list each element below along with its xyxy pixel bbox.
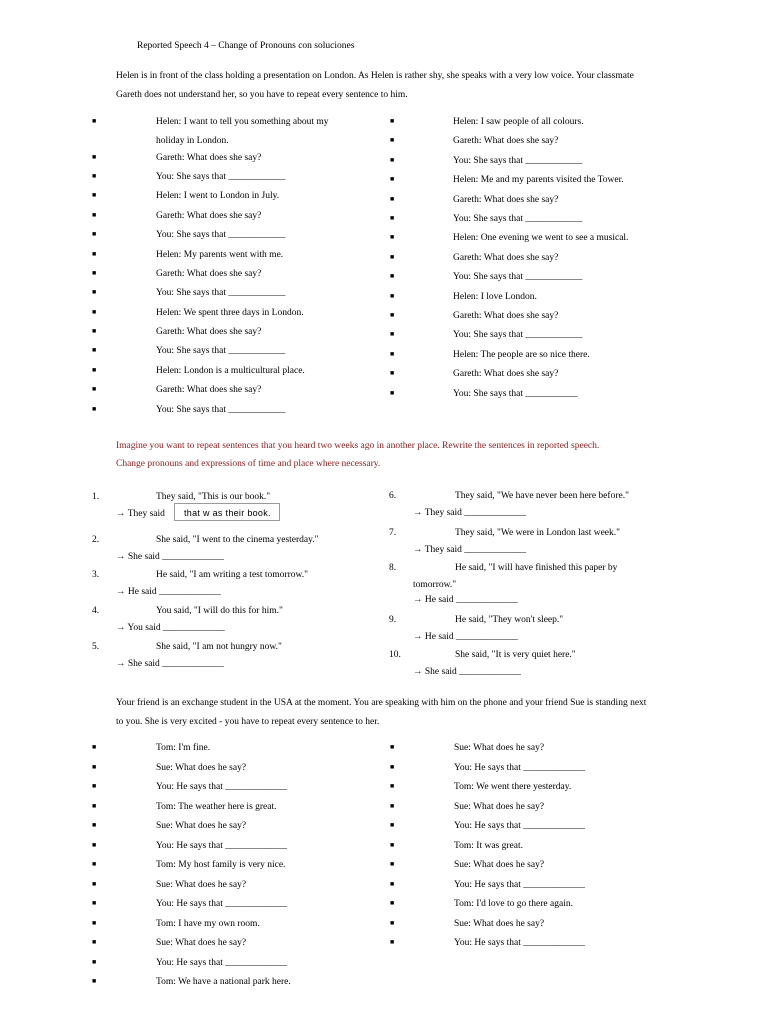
answer-line: → They said _____________ (413, 508, 527, 518)
bullet-icon: ■ (92, 327, 97, 335)
bullet-icon: ■ (390, 155, 395, 164)
bullet-icon: ■ (390, 117, 395, 125)
answer-line: → She said _____________ (116, 659, 224, 669)
bullet-icon: ■ (92, 211, 97, 219)
bullet-icon: ■ (390, 136, 395, 145)
bullet-icon: ■ (92, 879, 97, 888)
dialogue-line: You: He says that _____________ (156, 957, 287, 968)
dialogue-line: You: He says that _____________ (454, 879, 585, 890)
dialogue-line: You: He says that _____________ (454, 821, 585, 831)
bullet-icon: ■ (390, 311, 395, 319)
dialogue-line: You: He says that _____________ (156, 782, 287, 792)
dialogue-line: You: She says that ____________ (156, 172, 286, 182)
dialogue-line: holiday in London. (156, 136, 229, 146)
dialogue-line: Tom: It was great. (454, 840, 523, 851)
answer-line: → She said _____________ (413, 667, 521, 677)
dialogue-line: Helen: The people are so nice there. (453, 349, 590, 360)
exercise-number: 2. (92, 535, 100, 545)
bullet-icon: ■ (390, 233, 395, 242)
dialogue-line: Gareth: What does she say? (453, 194, 559, 205)
bullet-icon: ■ (92, 385, 97, 393)
bullet-icon: ■ (390, 879, 395, 888)
bullet-icon: ■ (390, 194, 395, 203)
dialogue-line: Helen: One evening we went to see a musical. (453, 233, 629, 244)
section2-instruction-2: Change pronouns and expressions of time and place where necessary. (116, 459, 381, 469)
bullet-icon: ■ (390, 860, 395, 868)
exercise-quote: He said, "I will have finished this paper by (455, 563, 618, 573)
dialogue-line: You: She says that ____________ (453, 330, 583, 341)
bullet-icon: ■ (92, 308, 97, 316)
bullet-icon: ■ (390, 918, 395, 927)
dialogue-line: Tom: We went there yesterday. (454, 782, 572, 792)
dialogue-line: Sue: What does he say? (156, 879, 247, 890)
dialogue-line: Helen: I saw people of all colours. (453, 117, 584, 127)
exercise-number: 3. (92, 570, 100, 580)
exercise-number: 10. (389, 650, 401, 660)
dialogue-line: Sue: What does he say? (454, 860, 545, 870)
dialogue-line: You: She says that ____________ (453, 155, 583, 166)
dialogue-line: Gareth: What does she say? (156, 153, 262, 163)
answer-line: → They said (116, 509, 165, 519)
bullet-icon: ■ (92, 743, 97, 751)
bullet-icon: ■ (92, 840, 97, 849)
bullet-icon: ■ (92, 405, 97, 413)
exercise-quote: She said, "It is very quiet here." (455, 650, 576, 660)
exercise-quote-continued: tomorrow." (413, 580, 457, 590)
dialogue-line: Helen: We spent three days in London. (156, 308, 304, 318)
dialogue-line: Helen: My parents went with me. (156, 250, 284, 260)
dialogue-line: Helen: I want to tell you something about my (156, 117, 329, 127)
exercise-number: 1. (92, 492, 100, 502)
bullet-icon: ■ (390, 801, 395, 810)
bullet-icon: ■ (92, 250, 97, 258)
exercise-quote: They said, "We have never been here before." (455, 491, 629, 501)
answer-line: → He said _____________ (413, 632, 518, 642)
answer-line: → He said _____________ (116, 587, 221, 597)
bullet-icon: ■ (92, 918, 97, 927)
bullet-icon: ■ (92, 782, 97, 790)
dialogue-line: Sue: What does he say? (156, 938, 247, 948)
dialogue-line: Helen: I went to London in July. (156, 191, 280, 201)
bullet-icon: ■ (92, 938, 97, 946)
exercise-number: 7. (389, 528, 397, 538)
exercise-number: 9. (389, 615, 397, 625)
exercise-quote: They said, "We were in London last week." (455, 528, 621, 538)
answer-input-box[interactable]: that w as their book. (174, 503, 280, 521)
exercise-number: 4. (92, 606, 100, 616)
section2-instruction-1: Imagine you want to repeat sentences that you heard two weeks ago in another place. Rewrite the sentences in reported speech. (116, 441, 600, 451)
bullet-icon: ■ (92, 191, 97, 199)
bullet-icon: ■ (92, 899, 97, 907)
dialogue-line: Gareth: What does she say? (156, 211, 262, 221)
dialogue-line: Helen: London is a multicultural place. (156, 366, 305, 376)
dialogue-line: Tom: I have my own room. (156, 918, 260, 929)
bullet-icon: ■ (390, 252, 395, 261)
dialogue-line: You: She says that ____________ (453, 214, 583, 224)
bullet-icon: ■ (92, 230, 97, 238)
dialogue-line: Sue: What does he say? (156, 762, 247, 773)
bullet-icon: ■ (92, 288, 97, 296)
dialogue-line: Sue: What does he say? (156, 821, 247, 831)
section3-intro: Your friend is an exchange student in the USA at the moment. You are speaking with him on the phone and your friend Sue is standing next to you. She is very excited - you have to repeat every sentence to her. (116, 698, 647, 727)
dialogue-line: You: She says that ____________ (156, 288, 286, 298)
dialogue-line: Tom: I'd love to go there again. (454, 899, 573, 909)
bullet-icon: ■ (390, 388, 395, 397)
dialogue-line: Gareth: What does she say? (156, 327, 262, 337)
answer-line: → You said _____________ (116, 623, 225, 633)
bullet-icon: ■ (390, 899, 395, 907)
exercise-quote: She said, "I went to the cinema yesterday." (156, 535, 319, 545)
bullet-icon: ■ (92, 860, 97, 868)
dialogue-line: You: She says that ___________ (453, 388, 578, 399)
bullet-icon: ■ (390, 291, 395, 300)
dialogue-line: You: He says that _____________ (156, 840, 287, 851)
bullet-icon: ■ (390, 369, 395, 378)
bullet-icon: ■ (390, 821, 395, 829)
page-title: Reported Speech 4 – Change of Pronouns con soluciones (137, 41, 355, 51)
bullet-icon: ■ (92, 801, 97, 810)
dialogue-line: You: He says that _____________ (454, 938, 585, 948)
bullet-icon: ■ (92, 269, 97, 277)
bullet-icon: ■ (390, 330, 395, 339)
bullet-icon: ■ (92, 346, 97, 354)
dialogue-line: You: She says that ____________ (156, 405, 286, 415)
dialogue-line: You: He says that _____________ (156, 899, 287, 909)
dialogue-line: Gareth: What does she say? (453, 252, 559, 263)
dialogue-line: Gareth: What does she say? (156, 385, 262, 395)
bullet-icon: ■ (92, 762, 97, 771)
bullet-icon: ■ (92, 153, 97, 161)
section1-intro: Helen is in front of the class holding a presentation on London. As Helen is rather shy, she speaks with a very low voice. Your classmate Gareth does not understand her, so you have to repeat every sentence to him. (116, 71, 634, 100)
bullet-icon: ■ (390, 782, 395, 790)
dialogue-line: Tom: My host family is very nice. (156, 860, 286, 870)
dialogue-line: Tom: We have a national park here. (156, 977, 291, 987)
dialogue-line: Helen: Me and my parents visited the Tower. (453, 175, 624, 186)
bullet-icon: ■ (92, 977, 97, 985)
dialogue-line: You: She says that ____________ (156, 346, 286, 356)
bullet-icon: ■ (390, 938, 395, 946)
exercise-number: 5. (92, 642, 100, 652)
bullet-icon: ■ (390, 743, 395, 751)
exercise-quote: He said, "I am writing a test tomorrow." (156, 570, 308, 580)
dialogue-line: Gareth: What does she say? (453, 311, 559, 321)
bullet-icon: ■ (390, 762, 395, 771)
bullet-icon: ■ (92, 821, 97, 829)
bullet-icon: ■ (92, 957, 97, 966)
bullet-icon: ■ (390, 349, 395, 358)
bullet-icon: ■ (92, 366, 97, 374)
bullet-icon: ■ (390, 175, 395, 184)
dialogue-line: You: She says that ____________ (156, 230, 286, 240)
dialogue-line: Tom: The weather here is great. (156, 801, 277, 812)
dialogue-line: Tom: I'm fine. (156, 743, 211, 753)
exercise-quote: They said, "This is our book." (156, 492, 271, 502)
exercise-number: 8. (389, 563, 397, 573)
exercise-quote: You said, "I will do this for him." (156, 606, 283, 616)
exercise-quote: He said, "They won't sleep." (455, 615, 564, 625)
exercise-quote: She said, "I am not hungry now." (156, 642, 282, 652)
dialogue-line: Gareth: What does she say? (156, 269, 262, 279)
bullet-icon: ■ (390, 214, 395, 222)
bullet-icon: ■ (92, 117, 97, 125)
dialogue-line: Sue: What does he say? (454, 918, 545, 929)
bullet-icon: ■ (390, 272, 395, 281)
dialogue-line: Sue: What does he say? (454, 743, 545, 753)
dialogue-line: You: She says that ____________ (453, 272, 583, 283)
dialogue-line: Gareth: What does she say? (453, 136, 559, 147)
dialogue-line: Gareth: What does she say? (453, 369, 559, 380)
exercise-number: 6. (389, 491, 397, 501)
bullet-icon: ■ (92, 172, 97, 180)
bullet-icon: ■ (390, 840, 395, 849)
dialogue-line: Sue: What does he say? (454, 801, 545, 812)
dialogue-line: You: He says that _____________ (454, 762, 585, 773)
answer-line: → She said _____________ (116, 552, 224, 562)
answer-line: → He said _____________ (413, 595, 518, 605)
dialogue-line: Helen: I love London. (453, 291, 537, 302)
answer-line: → They said _____________ (413, 545, 527, 555)
